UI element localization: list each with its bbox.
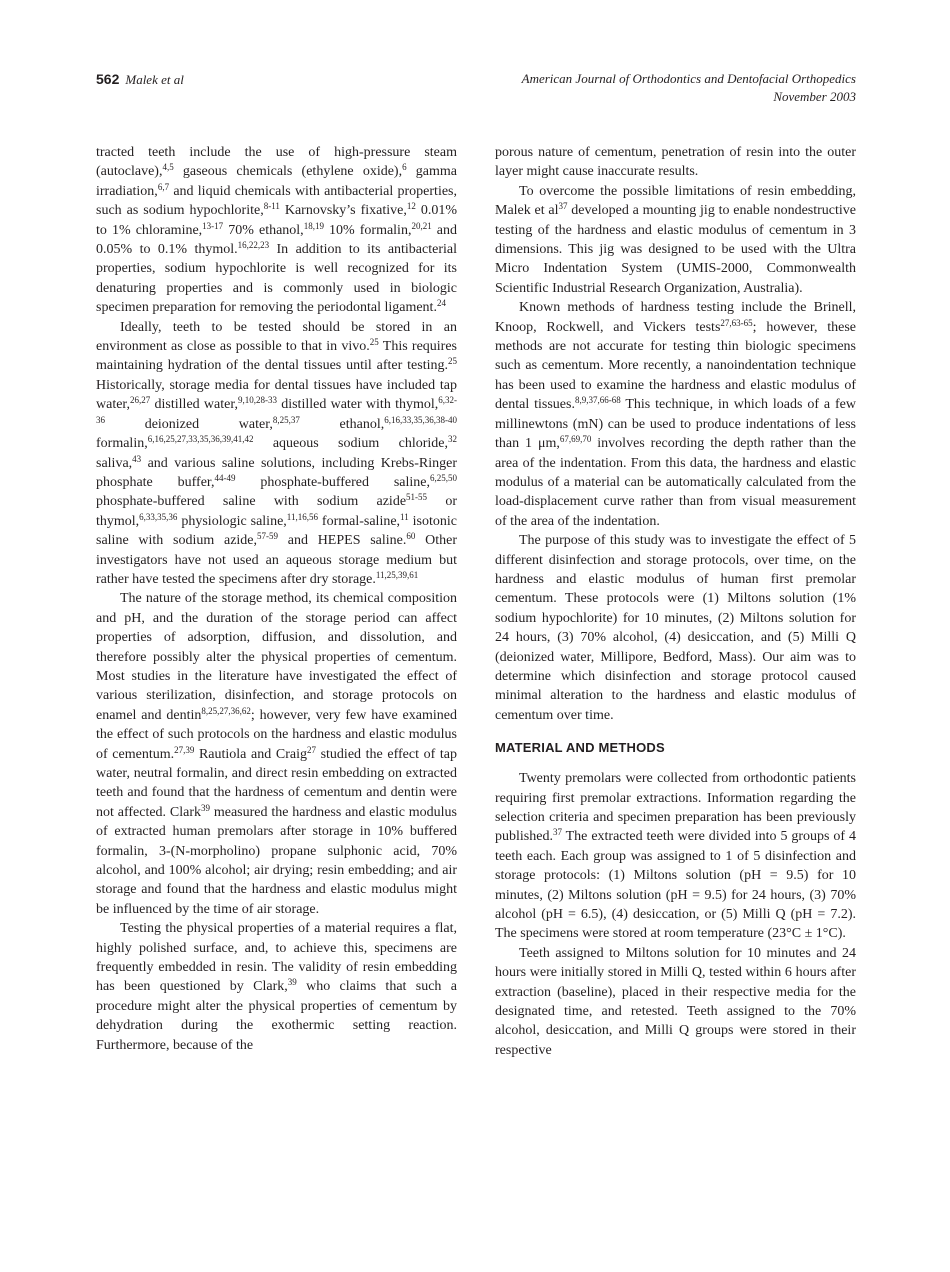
text-run: The purpose of this study was to investigate the effect of 5 different disinfection and storage protocols, over time, on the hardness and elastic modulus of human first premolar cementum. These protocols were (1) Miltons solution (1% sodium hypochlorite) for 10 minutes, (2) Miltons solution for 24 hours, (3) 70% alcohol, (4) desiccation, and (5) Milli Q (deionized water, Millipore, Bedford, Mass). Our aim was to determine which disinfection and storage protocol caused minimal alteration to the hardness and elastic modulus of cementum over time. [495, 533, 856, 723]
citation-superscript: 8,9,37,66-68 [574, 395, 621, 406]
citation-superscript: 6,25,50 [430, 472, 458, 483]
citation-superscript: 11,16,56 [286, 511, 318, 522]
citation-superscript: 25 [448, 356, 457, 367]
text-run: 70% ethanol, [223, 222, 304, 238]
citation-superscript: 6,33,35,36 [139, 511, 178, 522]
text-run: Historically, storage media for dental tissues have included tap water, [96, 377, 457, 413]
right-column [495, 143, 856, 1060]
text-run: Teeth assigned to Miltons solution for 10 minutes and 24 hours were initially stored in Milli Q, tested within 6 hours after extraction (baseline), placed in their respective media for the designated time, and retested. Teeth assigned to the 70% alcohol, desiccation, and Milli Q groups were stored in their respective [495, 945, 856, 1058]
citation-superscript: 11,25,39,61 [375, 569, 419, 580]
citation-superscript: 6,7 [157, 181, 170, 192]
text-run: measured the hardness and elastic modulus of extracted human premolars after storage in 10% buffered formalin, 3-(N-morpholino) propane sulphonic acid, 70% alcohol, and 100% alcohol; air drying; resin embedding; and air storage and found that the hardness and elastic modulus might be influenced by the time of air storage. [96, 804, 457, 917]
journal-issue: November 2003 [773, 89, 856, 104]
running-authors: Malek et al [125, 72, 184, 87]
citation-superscript: 9,10,28-33 [237, 395, 277, 406]
text-run: porous nature of cementum, penetration of resin into the outer layer might cause inaccurate results. [495, 145, 856, 180]
text-run: distilled water with thymol, [276, 397, 439, 413]
citation-superscript: 43 [132, 453, 142, 464]
citation-superscript: 6 [402, 162, 407, 173]
citation-superscript: 37 [552, 827, 562, 838]
paragraph [96, 143, 457, 318]
text-run: Testing the physical properties of a material requires a flat, highly polished surface, and, to achieve this, specimens are frequently embedded in resin. The validity of resin embedding has been questioned by Clark, [96, 921, 457, 995]
text-run: saliva, [96, 455, 133, 471]
citation-superscript: 27,39 [174, 744, 195, 755]
citation-superscript: 32 [448, 434, 457, 445]
citation-superscript: 37 [558, 201, 568, 212]
text-run: studied the effect of tap water, neutral formalin, and direct resin embedding on extracted teeth and found that the hardness of cementum and dentin were not affected. Clark [96, 746, 457, 820]
left-column [96, 143, 457, 1055]
page-number: 562 [96, 71, 120, 87]
paragraph [495, 531, 856, 725]
text-run: 10% formalin, [323, 222, 412, 238]
citation-superscript: 26,27 [130, 395, 151, 406]
paragraph [495, 182, 856, 298]
citation-superscript: 24 [436, 298, 446, 309]
paragraph [96, 589, 457, 919]
citation-superscript: 27,63-65 [720, 317, 753, 328]
text-run: or thymol, [96, 494, 457, 529]
paragraph [495, 298, 856, 531]
text-run: To overcome the possible limitations of resin embedding, Malek et al [495, 183, 856, 219]
citation-superscript: 6,32-36 [96, 395, 458, 425]
text-run: Rautiola and Craig [194, 746, 307, 762]
citation-superscript: 44-49 [214, 472, 236, 483]
text-run: gamma irradiation, [96, 164, 457, 199]
text-run: aqueous sodium chloride, [253, 436, 448, 452]
text-run: developed a mounting jig to enable nondestructive testing of the hardness and elastic modulus of cementum in 3 dimensions. This jig was designed to be used with the Ultra Micro Indentation System (UMIS-2000, Commonwealth Scientific Industrial Research Organization, Australia). [495, 203, 856, 296]
text-run: 0.01% to 1% chloramine, [96, 203, 457, 238]
paragraph [495, 769, 856, 944]
citation-superscript: 11 [400, 511, 409, 522]
text-run: deionized water, [105, 416, 273, 432]
citation-superscript: 57-59 [257, 531, 279, 542]
text-run: Twenty premolars were collected from orthodontic patients requiring first premolar extractions. Information regarding the selection criteria and specimen preparation has been previously published. [495, 771, 856, 845]
paragraph [495, 143, 856, 182]
citation-superscript: 27 [306, 744, 316, 755]
header-right [522, 70, 856, 106]
text-run: formalin, [96, 436, 148, 452]
text-run: ethanol, [299, 416, 385, 432]
text-run: In addition to its antibacterial properties, sodium hypochlorite is well recognized for its denaturing properties and is commonly used in biologic specimen preparation for removing the periodontal ligament. [96, 242, 457, 316]
citation-superscript: 6,16,33,35,36,38-40 [384, 414, 457, 425]
citation-superscript: 8,25,37 [272, 414, 300, 425]
citation-superscript: 6,16,25,27,33,35,36,39,41,42 [147, 434, 254, 445]
text-run: Other investigators have not used an aqueous storage medium but rather have tested the specimens after dry storage. [96, 533, 457, 587]
text-run: gaseous chemicals (ethylene oxide), [173, 164, 403, 180]
text-run: and HEPES saline. [278, 533, 407, 549]
text-run: Ideally, teeth to be tested should be stored in an environment as close as possible to that in vivo. [96, 319, 457, 355]
citation-superscript: 51-55 [406, 492, 428, 503]
text-run: The extracted teeth were divided into 5 groups of 4 teeth each. Each group was assigned to 1 of 5 disinfection and storage protocols: (1) Miltons solution (pH = 9.5) for 10 minutes, (2) Miltons solution (pH = 9.5) for 24 hours, (3) 70% alcohol (pH = 6.5), (4) desiccation, or (5) Milli Q (pH = 7.2). The specimens were stored at room temperature (23°C ± 1°C). [495, 829, 856, 942]
citation-superscript: 16,22,23 [237, 240, 270, 251]
text-run: tracted teeth include the use of high-pressure steam (autoclave), [96, 145, 457, 180]
header-left [96, 70, 184, 89]
citation-superscript: 4,5 [162, 162, 174, 173]
journal-title: American Journal of Orthodontics and Dentofacial Orthopedics [521, 71, 856, 86]
text-run: This requires maintaining hydration of the dental tissues until after testing. [96, 339, 457, 374]
text-run: and 0.05% to 0.1% thymol. [96, 222, 457, 258]
text-run: and liquid chemicals with antibacterial properties, such as sodium hypochlorite, [96, 183, 457, 219]
section-heading: MATERIAL AND METHODS [495, 740, 665, 756]
citation-superscript: 39 [201, 802, 210, 813]
text-run: and various saline solutions, including Krebs-Ringer phosphate buffer, [96, 455, 457, 490]
text-run: who claims that such a procedure might alter the physical properties of cementum by dehydration during the exothermic setting reaction. Furthermore, because of the [96, 979, 457, 1053]
text-run: This technique, in which loads of a few millinewtons (mN) can be used to produce indentations of less than 1 μm, [495, 397, 857, 452]
citation-superscript: 13-17 [202, 220, 224, 231]
text-run: ; however, very few have examined the effect of such protocols on the hardness and elastic modulus of cementum. [96, 707, 457, 762]
text-run: distilled water, [150, 397, 238, 413]
citation-superscript: 18,19 [303, 220, 324, 231]
text-run: formal-saline, [317, 513, 401, 529]
paragraph [495, 944, 856, 1060]
citation-superscript: 67,69,70 [559, 434, 592, 445]
citation-superscript: 60 [406, 531, 416, 542]
text-run: phosphate-buffered saline with sodium azide [96, 494, 407, 510]
citation-superscript: 8,25,27,36,62 [201, 705, 251, 716]
text-run: Known methods of hardness testing include the Brinell, Knoop, Rockwell, and Vickers tests [495, 300, 856, 335]
citation-superscript: 39 [287, 977, 297, 988]
text-run: isotonic saline with sodium azide, [96, 513, 457, 549]
citation-superscript: 20,21 [411, 220, 432, 231]
paragraph [96, 318, 457, 590]
paragraph [96, 919, 457, 1055]
text-run: The nature of the storage method, its chemical composition and pH, and the duration of the storage period can affect properties of adsorption, diffusion, and dissolution, and therefore possibly alter the physical properties of cementum. Most studies in the literature have investigated the effect of various sterilization, disinfection, and storage protocols on enamel and dentin [96, 591, 457, 723]
text-run: ; however, these methods are not accurate for testing thin biologic specimens such as cementum. More recently, a nanoindentation technique has been used to examine the hardness and elastic modulus of dental tissues. [495, 319, 856, 413]
text-run: involves recording the depth rather than the area of the indentation. From this data, the hardness and elastic modulus of a material can be automatically calculated from the load-displacement curve rather than from visual measurement of the area of the indentation. [495, 436, 856, 529]
text-run: Karnovsky’s fixative, [279, 203, 407, 219]
text-run: physiologic saline, [177, 513, 287, 529]
citation-superscript: 12 [406, 201, 416, 212]
citation-superscript: 8-11 [263, 201, 280, 212]
text-run: phosphate-buffered saline, [235, 474, 431, 490]
citation-superscript: 25 [369, 337, 379, 348]
